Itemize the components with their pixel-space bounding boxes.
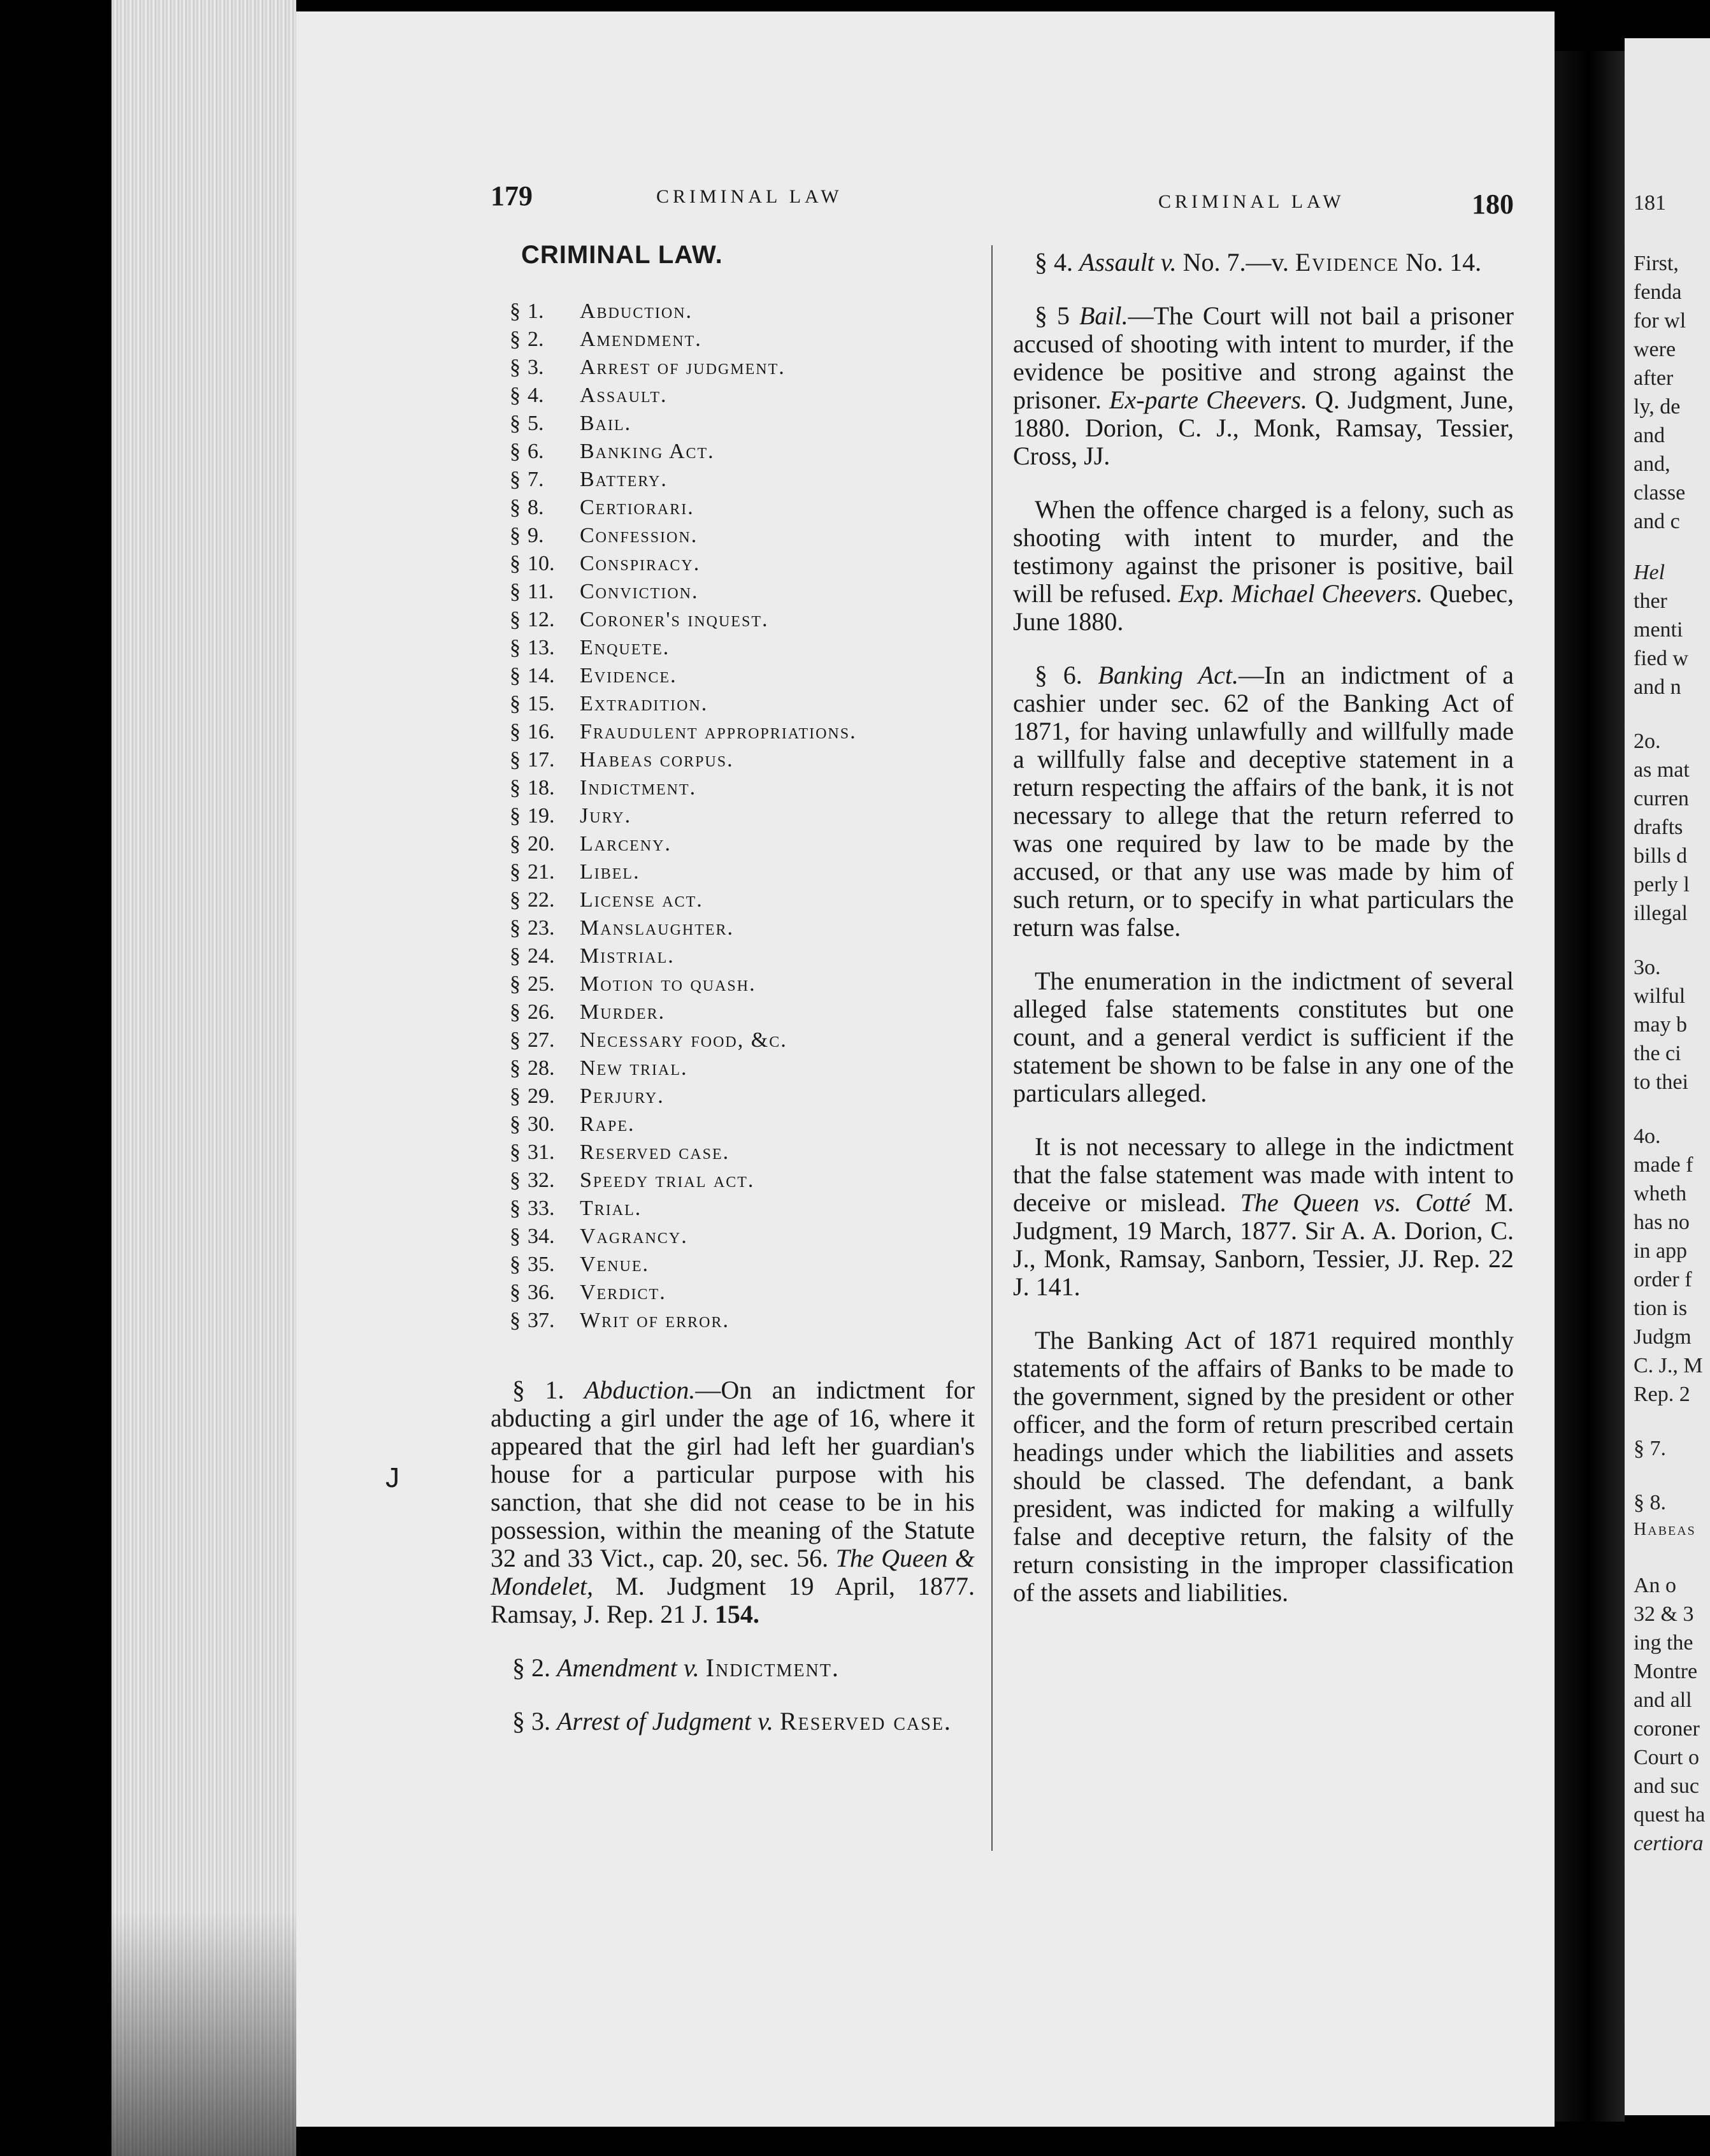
toc-label: Abduction. [580,299,693,323]
paragraph-monthly-statements: The Banking Act of 1871 required monthly statements of the affairs of Banks to be made to the government, signed by the president or other officer, and the form of return prescribed certain headings under which the liabilities and assets should be classed. The defendant, a bank president, was indicted for making a wilfully false and deceptive return, the falsity of the return consisting in the improper classification of the assets and liabilities. [1013,1326,1514,1607]
paragraph-abduction: § 1. Abduction.—On an indictment for abducting a girl under the age of 16, where it appeared that the girl had left her guardian's house for a particular purpose with his sanction, that she did not cease to be in his possession, within the meaning of the Statute 32 and 33 Vict., cap. 20, sec. 56. The Queen & Mondelet, M. Judgment 19 April, 1877. Ramsay, J. Rep. 21 J. 154. [491,1376,975,1628]
toc-label: Certiorari. [580,496,694,519]
toc-item [510,1309,892,1337]
toc-number: 37. [528,1309,555,1332]
next-page-line: wheth [1634,1182,1687,1205]
column-divider [991,245,993,1851]
toc-label: Motion to quash. [580,972,756,996]
next-page-line: coroner [1634,1717,1700,1741]
next-page-line: perly l [1634,873,1690,896]
section-symbol: § [510,384,521,407]
next-page-line: Habeas [1634,1520,1696,1539]
toc-number: 8. [528,496,544,519]
section-symbol: § [510,496,521,519]
next-page-line: were [1634,338,1676,361]
next-page-line: ly, de [1634,395,1681,419]
toc-item [510,468,892,496]
next-page-line: 32 & 3 [1634,1602,1694,1626]
next-page-line: C. J., M [1634,1354,1703,1377]
toc-number: 31. [528,1140,555,1164]
toc-label: Amendment. [580,327,702,351]
toc-label: Reserved case. [580,1140,730,1164]
next-page-line: menti [1634,618,1683,642]
paragraph-intent: It is not necessary to allege in the indictment that the false statement was made with intent to deceive or mislead. The Queen vs. Cotté M. Judgment, 19 March, 1877. Sir A. A. Dorion, C. J., Monk, Ramsay, Sanborn, Tessier, JJ. Rep. 22 J. 141. [1013,1132,1514,1301]
toc-number: 35. [528,1253,555,1276]
next-page-line: and n [1634,675,1681,699]
toc-item [510,1197,892,1225]
toc-number: 18. [528,776,555,800]
toc-label: License act. [580,888,703,912]
section-symbol: § [510,1281,521,1304]
toc-label: New trial. [580,1056,688,1080]
next-page-line: and [1634,424,1665,447]
section-symbol: § [510,1084,521,1108]
next-page-line: Rep. 2 [1634,1383,1690,1406]
toc-item [510,1253,892,1281]
toc-number: 14. [528,664,555,687]
section-symbol: § [510,692,521,715]
paragraph-assault: § 4. Assault v. No. 7.—v. Evidence No. 14. [1035,248,1482,277]
next-page-line: ther [1634,589,1667,613]
next-page-line: illegal [1634,902,1688,925]
toc-item [510,860,892,888]
toc-label: Bail. [580,412,632,435]
toc-label: Enquete. [580,636,670,659]
toc-label: Rape. [580,1112,635,1136]
toc-label: Indictment. [580,776,697,800]
toc-item [510,1112,892,1140]
toc-number: 26. [528,1000,555,1024]
toc-label: Libel. [580,860,640,884]
toc-label: Writ of error. [580,1309,729,1332]
toc-label: Manslaughter. [580,916,735,940]
toc-item [510,299,892,327]
toc-item [510,748,892,776]
paragraph-enumeration: The enumeration in the indictment of several alleged false statements constitutes but one count, and a general verdict is sufficient if the statement be shown to be false in any one of the particulars alleged. [1013,967,1514,1107]
toc-label: Murder. [580,1000,666,1024]
toc-item [510,916,892,944]
toc-item [510,944,892,972]
toc-item [510,552,892,580]
toc-number: 19. [528,804,555,828]
next-page-line: and, [1634,452,1670,476]
toc-item [510,972,892,1000]
toc-item [510,1281,892,1309]
toc-label: Perjury. [580,1084,665,1108]
next-page-line: order f [1634,1268,1692,1291]
toc-item [510,384,892,412]
toc-label: Confession. [580,524,698,547]
next-page-line: in app [1634,1239,1688,1263]
toc-label: Assault. [580,384,668,407]
section-symbol: § [510,356,521,379]
right-running-title: CRIMINAL LAW [1158,191,1345,212]
toc-number: 17. [528,748,555,772]
section-symbol: § [510,944,521,968]
section-symbol: § [510,776,521,800]
toc-item [510,1028,892,1056]
left-column [491,1376,975,1761]
book-page-edges [111,0,296,2156]
section-title: CRIMINAL LAW. [521,241,723,269]
toc-label: Venue. [580,1253,650,1276]
toc-number: 24. [528,944,555,968]
toc-label: Vagrancy. [580,1225,688,1248]
next-page-line: Court o [1634,1746,1699,1769]
toc-label: Speedy trial act. [580,1168,755,1192]
section-symbol: § [510,327,521,351]
section-symbol: § [510,608,521,631]
toc-label: Battery. [580,468,668,491]
section-symbol: § [510,860,521,884]
next-page-line: the ci [1634,1042,1681,1065]
toc-item [510,580,892,608]
toc-item [510,1056,892,1084]
toc-number: 36. [528,1281,555,1304]
section-symbol: § [510,1253,521,1276]
toc-item [510,636,892,664]
toc-item [510,440,892,468]
toc-number: 27. [528,1028,555,1052]
next-page-line: fenda [1634,280,1682,304]
next-page-line: may b [1634,1013,1688,1037]
section-heading: Assault v. [1079,248,1177,277]
toc-item [510,496,892,524]
toc-number: 9. [528,524,544,547]
section-heading: Amendment v. [557,1653,700,1682]
toc-number: 28. [528,1056,555,1080]
next-page-line: 2o. [1634,729,1661,753]
toc-number: 6. [528,440,544,463]
next-page-line: drafts [1634,816,1683,839]
section-symbol: § [510,1225,521,1248]
cross-reference: Reserved case. [779,1707,952,1736]
margin-mark: J [385,1462,399,1493]
section-symbol: § [510,1028,521,1052]
next-page-fragment [1625,38,1710,2115]
toc-label: Habeas corpus. [580,748,734,772]
toc-label: Trial. [580,1197,642,1220]
toc-item [510,1225,892,1253]
toc-number: 29. [528,1084,555,1108]
section-symbol: § [510,916,521,940]
toc-number: 5. [528,412,544,435]
section-symbol: § [510,1112,521,1136]
toc-item [510,327,892,356]
toc-item [510,1140,892,1168]
toc-number: 20. [528,832,555,856]
next-page-line: An o [1634,1574,1677,1597]
section-heading: Bail. [1079,301,1128,330]
next-page-line: classe [1634,481,1686,505]
next-page-line: certiora [1634,1832,1704,1855]
toc-label: Banking Act. [580,440,715,463]
toc-item [510,1168,892,1197]
section-symbol: § [510,468,521,491]
section-heading: Abduction. [584,1376,696,1404]
toc-item [510,776,892,804]
section-symbol: § [510,1056,521,1080]
left-running-title: CRIMINAL LAW [656,186,843,207]
toc-number: 7. [528,468,544,491]
section-symbol: § [510,636,521,659]
book-gutter [1555,51,1625,2122]
next-page-line: ing the [1634,1631,1693,1655]
toc-number: 21. [528,860,555,884]
toc-number: 1. [528,299,544,323]
toc-item [510,1000,892,1028]
section-symbol: § [510,832,521,856]
toc-number: 25. [528,972,555,996]
case-name: Exp. Michael Cheevers. [1178,579,1423,608]
toc-number: 34. [528,1225,555,1248]
toc-label: Arrest of judgment. [580,356,786,379]
section-symbol: § [510,972,521,996]
next-page-line: wilful [1634,984,1686,1008]
next-page-line: curren [1634,787,1689,810]
next-page-line: has no [1634,1211,1690,1234]
toc-item [510,692,892,720]
next-page-line: § 7. [1634,1437,1666,1460]
next-page-line: after [1634,366,1674,390]
section-heading: Banking Act. [1098,661,1239,689]
right-column [1013,248,1514,1632]
next-page-line: 4o. [1634,1125,1661,1148]
toc-label: Extradition. [580,692,708,715]
section-symbol: § [510,524,521,547]
section-symbol: § [510,804,521,828]
next-page-line: for wl [1634,309,1686,333]
toc-number: 33. [528,1197,555,1220]
section-symbol: § [510,1309,521,1332]
toc-label: Larceny. [580,832,672,856]
case-name: Ex-parte Cheevers. [1109,385,1307,414]
section-symbol: § [510,888,521,912]
next-page-line: and suc [1634,1774,1699,1798]
paragraph-bail-note: When the offence charged is a felony, such as shooting with intent to murder, and the testimony against the prisoner is positive, bail will be refused. Exp. Michael Cheevers. Quebec, June 1880. [1013,495,1514,636]
section-symbol: § [510,552,521,575]
toc-item [510,524,892,552]
toc-label: Mistrial. [580,944,675,968]
next-page-line: 181 [1634,191,1666,215]
section-symbol: § [510,664,521,687]
next-page-line: Judgm [1634,1325,1692,1349]
toc-label: Jury. [580,804,632,828]
toc-item [510,608,892,636]
next-page-line: fied w [1634,647,1688,670]
section-symbol: § [510,1140,521,1164]
paragraph-banking-act: § 6. Banking Act.—In an indictment of a cashier under sec. 62 of the Banking Act of 1871, for having unlawfully and willfully made a willfully false and deceptive statement in a return respecting the affairs of the bank, it is not necessary to allege that the return referred to was one required by law to be made by the accused, or that any use was made by him of such return, or to specify in what particulars the return was false. [1013,661,1514,942]
next-page-line: tion is [1634,1297,1688,1320]
toc-item [510,356,892,384]
paragraph-arrest-of-judgment: § 3. Arrest of Judgment v. Reserved case. [512,1707,952,1736]
toc-item [510,412,892,440]
toc-number: 13. [528,636,555,659]
toc-number: 4. [528,384,544,407]
left-page-number: 179 [491,180,533,212]
next-page-line: § 8. [1634,1491,1666,1514]
section-symbol: § [510,440,521,463]
section-symbol: § [510,580,521,603]
toc-number: 23. [528,916,555,940]
toc-number: 12. [528,608,555,631]
next-page-line: and c [1634,510,1680,533]
table-of-contents [510,299,892,1337]
next-page-line: 3o. [1634,956,1661,979]
next-page-line: to thei [1634,1070,1688,1094]
section-symbol: § [510,720,521,744]
toc-item [510,888,892,916]
right-page-number: 180 [1472,189,1514,220]
toc-number: 32. [528,1168,555,1192]
next-page-line: made f [1634,1153,1693,1177]
toc-number: 30. [528,1112,555,1136]
section-symbol: § [510,1197,521,1220]
section-symbol: § [510,1000,521,1024]
toc-number: 11. [528,580,554,603]
case-name: The Queen & Mondelet, [491,1544,975,1600]
toc-label: Conviction. [580,580,699,603]
toc-label: Evidence. [580,664,677,687]
next-page-line: bills d [1634,844,1688,868]
toc-number: 16. [528,720,555,744]
toc-number: 15. [528,692,555,715]
next-page-line: as mat [1634,758,1690,782]
toc-number: 22. [528,888,555,912]
next-page-line: and all [1634,1688,1692,1712]
toc-label: Conspiracy. [580,552,701,575]
next-page-line: quest ha [1634,1803,1706,1827]
toc-number: 10. [528,552,555,575]
section-symbol: § [510,299,521,323]
next-page-line: Montre [1634,1660,1698,1683]
toc-item [510,832,892,860]
toc-label: Verdict. [580,1281,666,1304]
paragraph-amendment: § 2. Amendment v. Indictment. [512,1653,840,1682]
toc-label: Necessary food, &c. [580,1028,787,1052]
case-name: The Queen vs. Cotté [1240,1188,1471,1217]
toc-item [510,720,892,748]
toc-label: Coroner's inquest. [580,608,769,631]
section-symbol: § [510,1168,521,1192]
section-symbol: § [510,412,521,435]
toc-number: 2. [528,327,544,351]
next-page-line: Hel [1634,561,1665,584]
next-page-line: First, [1634,252,1679,275]
book-edge-shadow [111,1911,296,2156]
toc-item [510,1084,892,1112]
cross-reference: Indictment. [705,1653,840,1682]
section-symbol: § [510,748,521,772]
toc-item [510,664,892,692]
section-heading: Arrest of Judgment v. [557,1707,773,1736]
toc-number: 3. [528,356,544,379]
toc-label: Fraudulent appropriations. [580,720,857,744]
toc-item [510,804,892,832]
paragraph-bail: § 5 Bail.—The Court will not bail a prisoner accused of shooting with intent to murder, if the evidence be positive and strong against the prisoner. Ex-parte Cheevers. Q. Judgment, June, 1880. Dorion, C. J., Monk, Ramsay, Tessier, Cross, JJ. [1013,301,1514,470]
cross-reference: Evidence [1295,248,1400,277]
